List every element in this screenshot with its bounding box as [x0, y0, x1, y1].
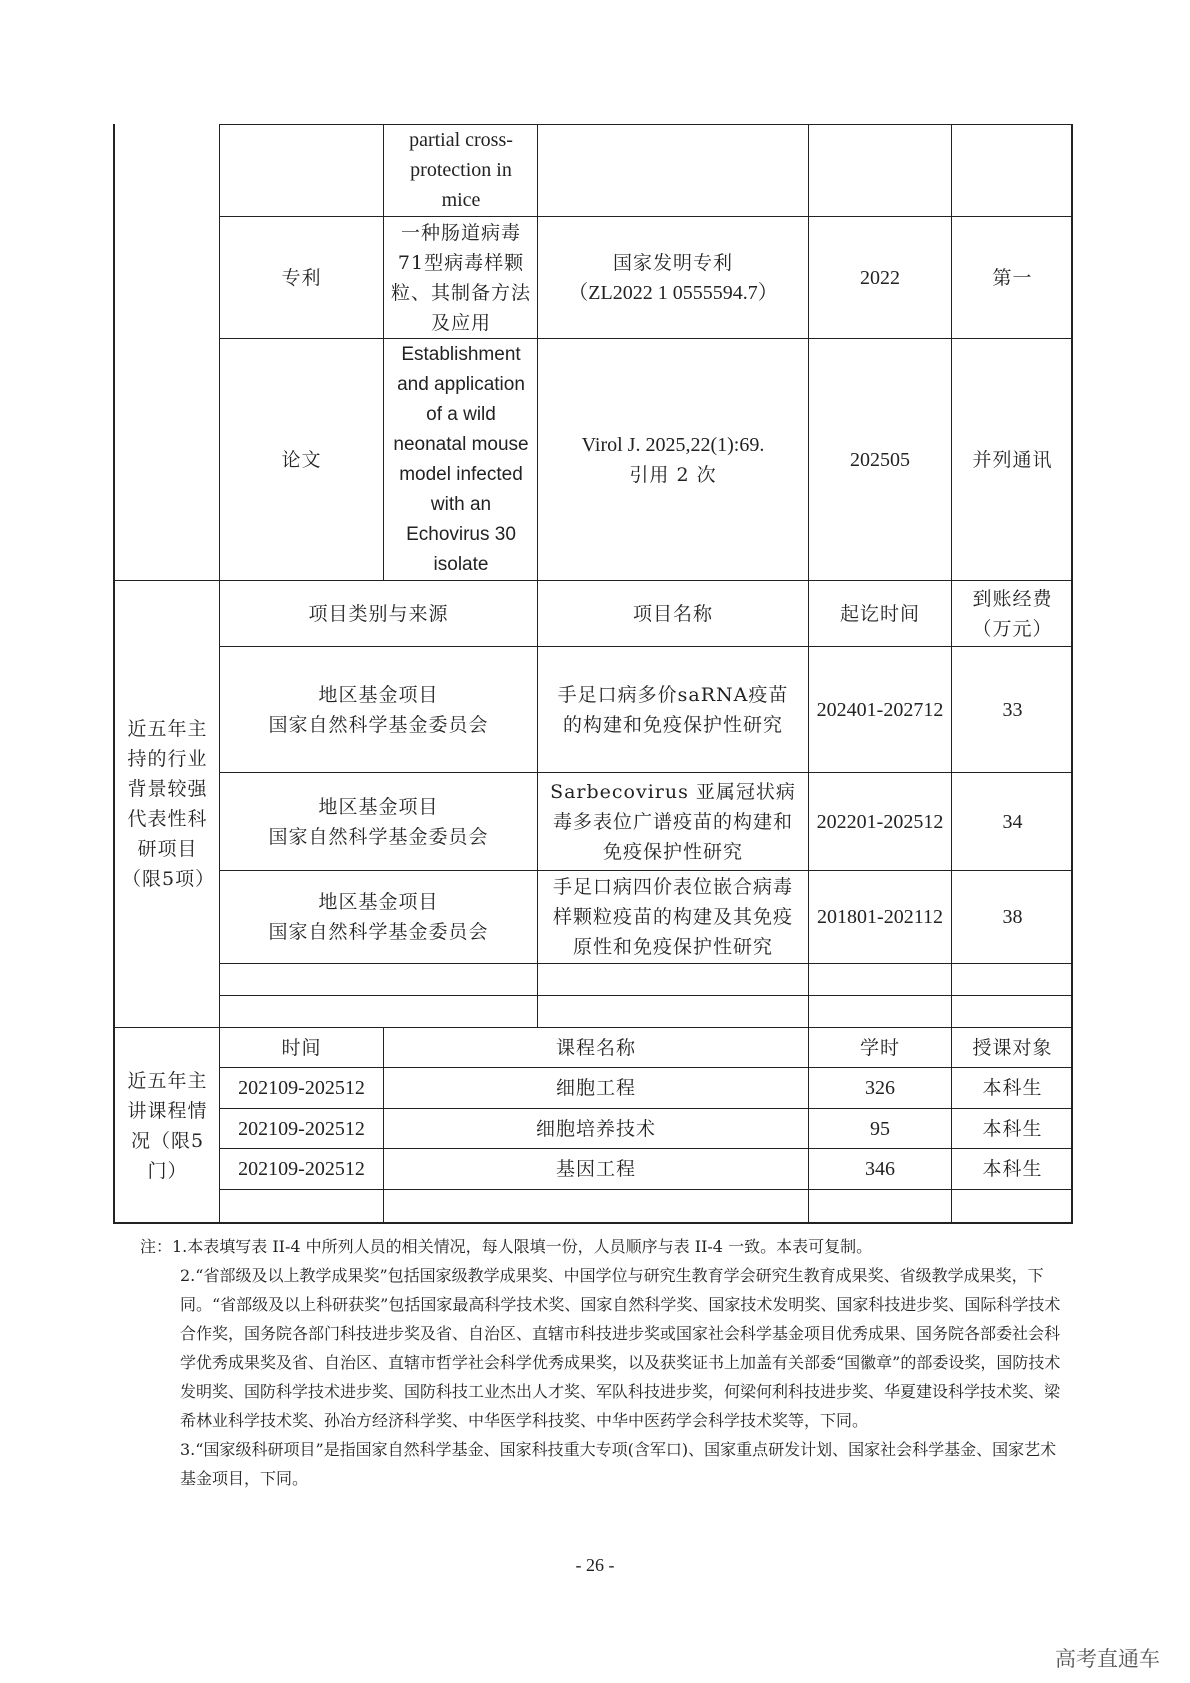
course-time: 202109-202512: [238, 1158, 365, 1180]
project-category: [220, 647, 537, 772]
projects-header-period: 起讫时间: [839, 602, 920, 625]
courses-header-course: 课程名称: [555, 1036, 636, 1059]
project-category-line1: 地区基金项目: [318, 891, 439, 913]
project-funding: 34: [1002, 810, 1023, 833]
note-1: 注：1.本表填写表 II-4 中所列人员的相关情况，每人限填一份，人员顺序与表 II-4 一致。本表可复制。: [140, 1237, 873, 1256]
patent-type: 专利: [281, 266, 322, 289]
note-3: 3.“国家级科研项目”是指国家自然科学基金、国家科技重大专项(含军口)、国家重点研发计划、国家社会科学基金、国家艺术基金项目，下同。: [180, 1440, 1057, 1488]
course-time: 202109-202512: [238, 1117, 365, 1140]
patent-source-line2: （ZL2022 1 0555594.7）: [568, 281, 778, 304]
footnotes: [140, 1232, 1070, 1493]
patent-rank: 第一: [992, 266, 1033, 289]
course-audience: 本科生: [982, 1077, 1043, 1099]
rule: [219, 1189, 1073, 1190]
project-funding: 33: [1002, 698, 1023, 721]
paper-source-line2: 引用 2 次: [629, 463, 717, 486]
course-name: 细胞培养技术: [535, 1117, 656, 1140]
course-hours: 346: [865, 1158, 895, 1180]
project-category: [220, 773, 537, 870]
courses-header-audience: 授课对象: [972, 1036, 1053, 1059]
patent-source-line1: 国家发明专利: [612, 251, 733, 274]
paper-year: 202505: [850, 448, 910, 471]
projects-header-category: 项目类别与来源: [308, 602, 449, 625]
project-category-line2: 国家自然科学基金委员会: [268, 825, 489, 848]
paper-source: [538, 339, 808, 580]
project-category: [220, 871, 537, 963]
paper-title: Establishment and application of a wild neonatal mouse model infected with an Echovirus 30 isolate: [393, 343, 529, 575]
projects-section-label: 近五年主持的行业背景较强代表性科研项目（限5项）: [122, 718, 216, 890]
courses-section-label: 近五年主讲课程情况（限5门）: [127, 1069, 208, 1182]
course-audience: 本科生: [982, 1117, 1043, 1140]
course-name: 基因工程: [555, 1158, 636, 1180]
page-number: - 26 -: [575, 1555, 615, 1575]
project-funding: 38: [1002, 906, 1023, 928]
project-category-line2: 国家自然科学基金委员会: [268, 713, 489, 736]
rule: [219, 995, 1073, 996]
projects-header-name: 项目名称: [632, 602, 713, 625]
course-audience: 本科生: [982, 1158, 1043, 1180]
projects-header-funding: 到账经费（万元）: [972, 587, 1053, 640]
course-hours: 95: [870, 1117, 890, 1140]
patent-source: [538, 217, 808, 338]
continued-title: partial cross-protection in mice: [409, 129, 513, 211]
rule: [219, 963, 1073, 964]
courses-header-hours: 学时: [859, 1036, 900, 1059]
patent-year: 2022: [860, 266, 900, 289]
project-category-line1: 地区基金项目: [318, 795, 439, 818]
project-period: 201801-202112: [817, 906, 943, 928]
project-name: 手足口病四价表位嵌合病毒样颗粒疫苗的构建及其免疫原性和免疫保护性研究: [552, 876, 793, 958]
paper-type: 论文: [281, 448, 322, 471]
rule: [219, 124, 1073, 125]
note-2: 2.“省部级及以上教学成果奖”包括国家级教学成果奖、中国学位与研究生教育学会研究生教育成果奖、省级教学成果奖，下同。“省部级及以上科研获奖”包括国家最高科学技术奖、国家自然科学奖、国家技术发明奖、国家科技进步奖、国际科学技术合作奖，国务院各部门科技进步奖及省、自治区、直辖市科技进步奖或国家社会科学基金项目优秀成果、国务院各部委社会科学优秀成果奖及省、自治区、直辖市哲学社会科学优秀成果奖，以及获奖证书上加盖有关部委“国徽章”的部委设奖，国防技术发明奖、国防科学技术进步奖、国防科技工业杰出人才奖、军队科技进步奖，何梁何利科技进步奖、华夏建设科学技术奖、梁希林业科学技术奖、孙冶方经济科学奖、中华医学科技奖、中华中医药学会科学技术奖等，下同。: [180, 1266, 1061, 1430]
rule: [383, 124, 384, 580]
courses-header-time: 时间: [281, 1036, 322, 1059]
project-category-line1: 地区基金项目: [318, 683, 439, 706]
paper-rank: 并列通讯: [972, 448, 1053, 471]
watermark: 高考直通车: [1055, 1647, 1160, 1671]
course-time: 202109-202512: [238, 1077, 365, 1099]
course-hours: 326: [865, 1077, 895, 1099]
patent-title: 一种肠道病毒71型病毒样颗粒、其制备方法及应用: [390, 221, 531, 334]
project-period: 202201-202512: [816, 810, 944, 833]
paper-source-line1: Virol J. 2025,22(1):69.: [581, 433, 765, 456]
project-period: 202401-202712: [816, 698, 944, 721]
project-category-line2: 国家自然科学基金委员会: [268, 921, 489, 943]
project-name: Sarbecovirus 亚属冠状病毒多表位广谱疫苗的构建和免疫保护性研究: [550, 780, 796, 863]
course-name: 细胞工程: [555, 1077, 636, 1099]
project-name: 手足口病多价saRNA疫苗的构建和免疫保护性研究: [557, 683, 789, 736]
